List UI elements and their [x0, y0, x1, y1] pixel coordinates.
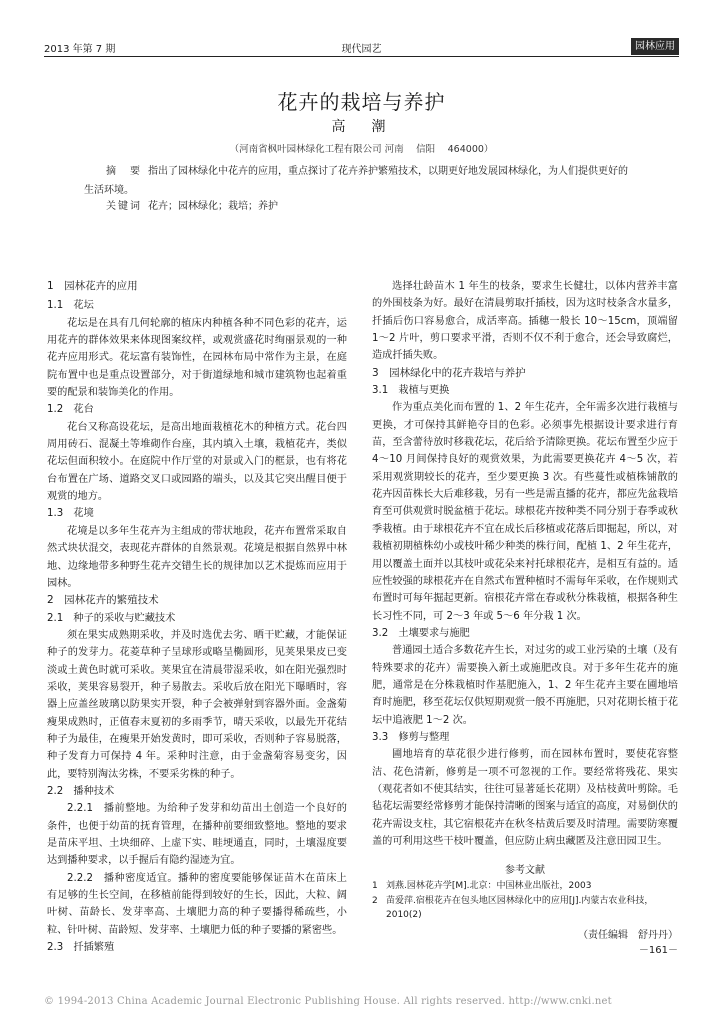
subsection-heading: 1.3 花境	[47, 508, 94, 520]
references-list	[372, 879, 678, 922]
responsible-editor: （责任编辑 舒丹丹）	[578, 930, 678, 942]
copyright-footer: © 1994-2013 China Academic Journal Electronic Publishing House. All rights reserved. http://www.cnki.net	[44, 996, 612, 1007]
article-author: 高 潮	[331, 119, 392, 135]
running-header	[44, 38, 679, 57]
abstract	[84, 162, 633, 200]
paragraph: 花坛是在具有几何轮廓的植床内种植各种不同色彩的花卉，运用花卉的群体效果来体现图案纹样，或观赏盛花时绚丽景观的一种花卉应用形式。花坛富有装饰性，在园林布局中常作为主景，在庭院布置中也是重点设置部分，对于街道绿地和城市建筑物也起着重要的配景和装饰美化的作用。	[47, 317, 347, 399]
reference-text: 苗爱萍.宿根花卉在包头地区园林绿化中的应用[J].内蒙古农业科技，2010(2)	[386, 896, 654, 921]
paragraph: 2.2.1 播前整地。为给种子发芽和幼苗出土创造一个良好的条件，也便于幼苗的抚育管理，在播种前要细致整地。整地的要求是苗床平坦、土块细碎、上虚下实、畦埂通直，同时，土壤湿度要达到播种要求，以手握后有隐约湿迹为宜。	[47, 803, 347, 867]
author-affiliation: （河南省枫叶园林绿化工程有限公司 河南 信阳 464000）	[229, 144, 494, 155]
section-heading: 3 园林绿化中的花卉栽培与养护	[372, 366, 526, 379]
journal-name: 现代园艺	[341, 44, 382, 55]
references-title: 参考文献	[505, 865, 545, 877]
subsection-heading: 2.3 扦插繁殖	[47, 942, 115, 954]
subsection-heading: 2.2 播种技术	[47, 785, 115, 797]
article-title: 花卉的栽培与养护	[277, 90, 446, 114]
reference-item	[372, 894, 678, 922]
paragraph: 2.2.2 播种密度适宜。播种的密度要能够保证苗木在苗床上有足够的生长空间，在移植前能得到较好的生长，因此，大粒、阔叶树、苗龄长、发芽率高、土壤肥力高的种子要播得稀疏些，小粒、针叶树、苗龄短、发芽率、土壤肥力低的种子要播的紧密些。	[47, 872, 347, 936]
right-column	[372, 278, 678, 958]
keywords-label: 关键词	[106, 201, 142, 212]
subsection-heading: 3.2 土壤要求与施肥	[372, 627, 470, 639]
subsection-heading: 1.2 花台	[47, 404, 94, 416]
page-number: －161－	[638, 945, 678, 957]
paragraph: 选择壮龄苗木 1 年生的枝条，要求生长健壮，以体内营养丰富的外围枝条为好。最好在清晨剪取扦插枝，因为这时枝条含水量多，扦插后伤口容易愈合，成活率高。插穗一般长 10～15cm，顶端留 1～2 片叶，剪口要求平滑，否则不仅不利于愈合，还会导致腐烂，造成扦插失败。	[372, 281, 678, 362]
subsection-heading: 3.3 修剪与整理	[372, 731, 450, 743]
paragraph: 普通园土适合多数花卉生长，对过劣的或工业污染的土壤（及有特殊要求的花卉）需要换入新土或施肥改良。对于多年生花卉的施肥，通常是在分株栽植时作基肥施入，1、2 年生花卉主要在圃地培育时施肥，移至花坛仅供短期观赏一般不再施肥，只对花期长植于花坛中追液肥 1～2 次。	[372, 645, 678, 726]
paragraph: 圃地培育的草花很少进行修剪，而在园林布置时，要使花容整洁、花色清新，修剪是一项不可忽视的工作。要经常将残花、果实（观花者如不使其结实，往往可显著延长花期）及枯枝黄叶剪除。毛毡花坛需要经常修剪才能保持清晰的图案与适宜的高度，对易倒伏的花卉需设支柱，其它宿根花卉在秋冬枯黄后要及时清理。需要防寒覆盖的可利用这些干枝叶覆盖，但应防止病虫藏匿及注意田园卫生。	[372, 749, 678, 847]
subsection-heading: 2.1 种子的采收与贮藏技术	[47, 612, 176, 624]
reference-number: 2	[372, 896, 378, 907]
section-heading: 1 园林花卉的应用	[47, 280, 138, 292]
abstract-text: 指出了园林绿化中花卉的应用，重点探讨了花卉养护繁殖技术，以期更好地发展园林绿化，为人们提供更好的生活环境。	[84, 166, 628, 196]
subsection-heading: 1.1 花坛	[47, 300, 94, 312]
reference-item	[372, 879, 678, 893]
reference-number: 1	[372, 881, 378, 892]
column-tag: 园林应用	[631, 38, 679, 55]
subsection-heading: 3.1 栽植与更换	[372, 385, 450, 397]
paragraph: 花境是以多年生花卉为主组成的带状地段，花卉布置常采取自然式块状混交，表现花卉群体的自然景观。花境是根据自然界中林地、边缘地带多种野生花卉交错生长的规律加以艺术提炼而应用于园林。	[47, 525, 347, 589]
issue-number: 2013 年第 7 期	[44, 44, 116, 55]
paragraph: 作为重点美化而布置的 1、2 年生花卉，全年需多次进行栽植与更换，才可保持其鲜艳夺目的色彩。必须事先根据设计要求进行育苗，至含蕾待放时移栽花坛，花后给予清除更换。花坛布置至少应于 4～10 月间保持良好的观赏效果，为此需要更换花卉 4～5 次，若采用观赏期较长的花卉，至少要更换 3 次。有些蔓性或植株铺散的花卉因苗株长大后难移栽，另有一些是需直播的花卉，都应先盆栽培育至可供观赏时脱盆植于花坛。球根花卉按种类不同分别于春季或秋季栽植。由于球根花卉不宜在成长后移植或花落后即掘起，所以，对栽植初期植株幼小或枝叶稀少种类的株行间，配植 1、2 年生花卉，用以覆盖土面并以其枝叶或花朵来衬托球根花卉，是相互有益的。适应性较强的球根花卉在自然式布置种植时不需每年采收，在作规则式布置时可每年掘起更新。宿根花卉常在春或秋分株栽植，根据各种生长习性不同，可 2～3 年或 5～6 年分栽 1 次。	[372, 402, 678, 622]
paragraph: 花台又称高设花坛，是高出地面栽植花木的种植方式。花台四周用砖石、混凝土等堆砌作台座，其内填入土壤，栽植花卉，类似花坛但面积较小。在庭院中作厅堂的对景或入门的框景，也有将花台布置在广场、道路交叉口或园路的端头，以及其它突出醒目便于观赏的地方。	[47, 421, 347, 503]
keywords	[106, 199, 633, 215]
abstract-label: 摘 要	[106, 166, 142, 177]
keywords-text: 花卉；园林绿化；栽培；养护	[148, 201, 278, 212]
left-column	[47, 278, 347, 956]
reference-text: 刘燕.园林花卉学[M].北京：中国林业出版社，2003	[386, 881, 592, 892]
section-heading: 2 园林花卉的繁殖技术	[47, 594, 159, 607]
paragraph: 须在果实成熟期采收，并及时选优去劣、晒干贮藏，才能保证种子的发芽力。花菱草种子呈球形或略呈椭圆形，见荚果果皮已变淡或土黄色时就可采收。荚果宜在清晨带湿采收，如在阳光强烈时采收，荚果容易裂开，种子易散去。采收后放在阳光下曝晒时，容器上应盖丝玻璃以防果实开裂，种子会被弹射到容器外面。金盏菊瘦果成熟时，正值春末夏初的多雨季节，晴天采收，以最先开花结种子为最佳，在瘦果开始发黄时，即可采收，否则种子容易脱落，种子发育力可保持 4 年。采种时注意，由于金盏菊容易变劣，因此，要特别淘汰劣株，不要采劣株的种子。	[47, 629, 347, 780]
